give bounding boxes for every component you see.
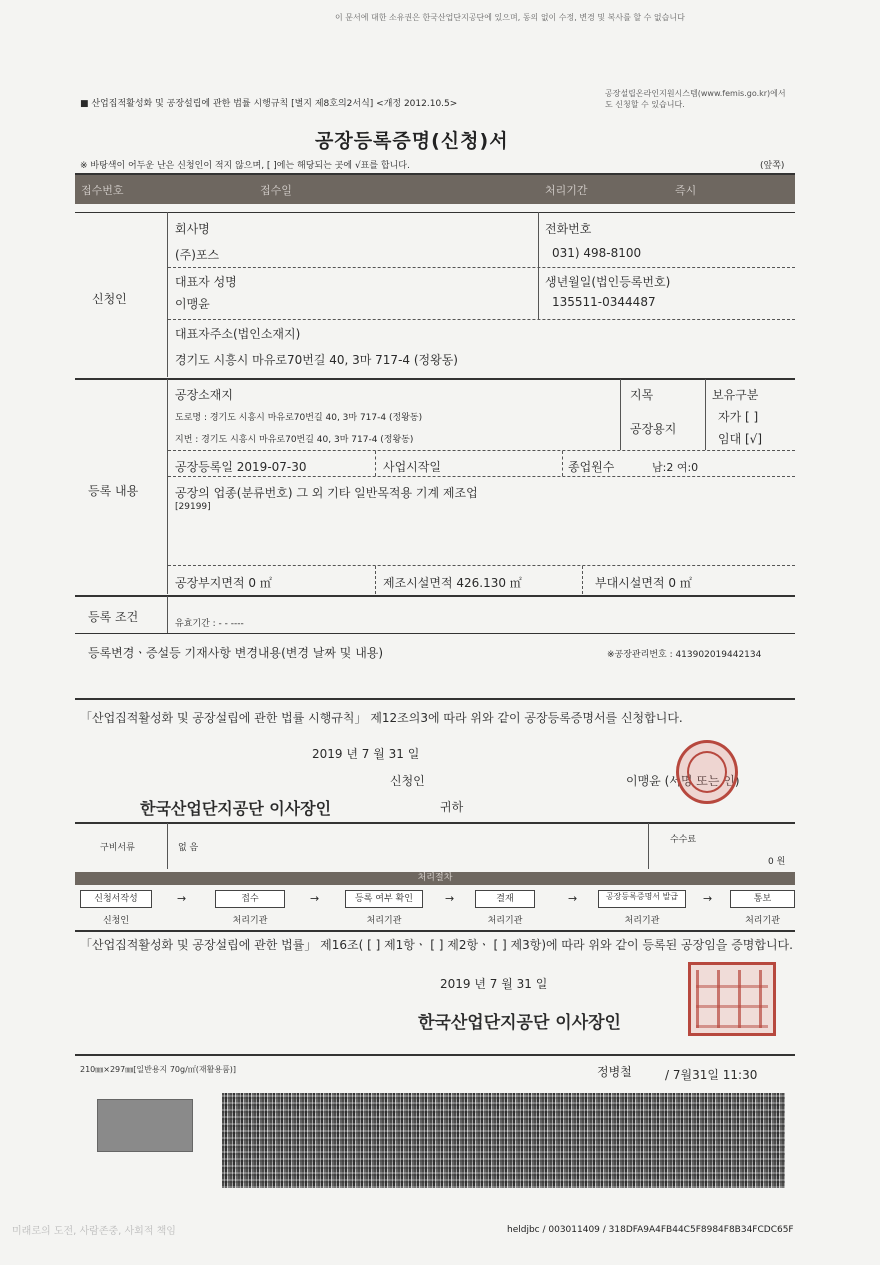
paper-spec: 210㎜×297㎜[일반용지 70g/㎡(재활용품)]	[80, 1065, 237, 1074]
registration-top-line	[75, 378, 795, 380]
step-box-3: 등록 여부 확인	[345, 890, 423, 908]
birth-label: 생년월일(법인등록번호)	[545, 275, 671, 289]
ownership-lease-option: 임대 [√]	[718, 432, 763, 446]
step-box-6: 통보	[730, 890, 795, 908]
receipt-date-label: 접수일	[260, 184, 292, 197]
company-name-value: (주)포스	[175, 248, 220, 262]
validity-period: 유효기간 : - - ----	[175, 619, 244, 629]
certification-top-line	[75, 930, 795, 932]
applicant-row-line-2	[168, 319, 795, 320]
processing-period-label: 처리기간	[545, 184, 588, 197]
top-notice: 이 문서에 대한 소유권은 한국산업단지공단에 있으며, 동의 없이 수정, 변경 및 복사를 할 수 없습니다	[335, 13, 685, 22]
manufacturing-area: 제조시설면적 426.130 ㎡	[383, 576, 522, 590]
applicant-signature: 이맹윤 (서명 또는 인)	[626, 774, 740, 788]
representative-label: 대표자 성명	[175, 275, 237, 289]
step-arrow-4: →	[568, 892, 578, 905]
phone-label: 전화번호	[545, 222, 592, 236]
page-side: (앞쪽)	[760, 161, 785, 171]
site-area-divider	[375, 566, 376, 594]
jimok-divider	[620, 379, 621, 450]
certification-text: 「산업집적활성화 및 공장설립에 관한 법률」 제16조( [ ] 제1항ㆍ [ ] 제2항ㆍ [ ] 제3항)에 따라 위와 같이 등록된 공장임을 증명합니다.	[80, 938, 793, 952]
top-border	[75, 173, 795, 175]
applicant-mid-divider	[538, 212, 539, 319]
step-box-5: 공장등록증명서 발급	[598, 890, 686, 908]
business-start-divider	[562, 451, 563, 476]
addressee-suffix: 귀하	[440, 800, 464, 814]
registration-row-line-3	[168, 565, 795, 566]
declaration-text: 「산업집적활성화 및 공장설립에 관한 법률 시행규칙」 제12조의3에 따라 위와 같이 공장등록증명서를 신청합니다.	[80, 711, 683, 725]
birth-value: 135511-0344487	[552, 295, 656, 309]
change-history-label: 등록변경ㆍ증설등 기재사항 변경내용(변경 날짜 및 내용)	[88, 646, 384, 660]
receipt-header-bar	[75, 174, 795, 204]
fee-label: 수수료	[670, 835, 697, 845]
instruction-note: ※ 바탕색이 어두운 난은 신청인이 적지 않으며, [ ]에는 해당되는 곳에 √표를 합니다.	[80, 161, 410, 171]
document-title: 공장등록증명(신청)서	[315, 130, 509, 152]
receipt-number-label: 접수번호	[81, 184, 124, 197]
fee-divider	[648, 823, 649, 869]
registration-row-line-1	[168, 450, 795, 451]
ownership-label: 보유구분	[712, 388, 759, 402]
footer-document-id: heldjbc / 003011409 / 318DFA9A4FB44C5F8984F8B34FCDC65F	[507, 1225, 794, 1235]
law-reference: ■ 산업집적활성화 및 공장설립에 관한 법률 시행규칙 [별지 제8호의2서식] <개정 2012.10.5>	[80, 99, 458, 109]
processing-period-value: 즉시	[675, 184, 697, 197]
step-actor-1: 신청인	[102, 916, 130, 926]
issuing-staff: 정병철	[597, 1065, 632, 1079]
official-seal-stamp	[688, 962, 776, 1036]
step-actor-6: 처리기관	[745, 916, 780, 926]
ownership-divider	[705, 379, 706, 450]
issuer-name: 한국산업단지공단 이사장인	[418, 1013, 621, 1033]
conditions-bottom-line	[75, 633, 795, 634]
industry-code: [29199]	[175, 502, 211, 512]
applicant-section-label: 신청인	[92, 292, 127, 306]
redacted-box	[97, 1099, 193, 1152]
registration-row-line-2	[168, 476, 795, 477]
step-box-1: 신청서작성	[80, 890, 152, 908]
applicant-top-line	[75, 212, 795, 213]
applicant-seal-stamp	[676, 740, 738, 804]
applicant-divider	[167, 212, 168, 377]
attachments-divider	[167, 823, 168, 869]
step-box-2: 접수	[215, 890, 285, 908]
step-arrow-1: →	[177, 892, 187, 905]
auxiliary-area: 부대시설면적 0 ㎡	[595, 576, 692, 590]
road-address: 도로명 : 경기도 시흥시 마유로70번길 40, 3마 717-4 (정왕동)	[175, 413, 423, 423]
fee-value: 0 원	[768, 857, 786, 867]
attachments-value: 없 음	[178, 843, 199, 853]
footer-slogan: 미래로의 도전, 사람존중, 사회적 책임	[12, 1226, 176, 1237]
attachments-label: 구비서류	[100, 843, 135, 853]
employees-label: 종업원수	[568, 460, 615, 474]
form-bottom-line	[75, 1054, 795, 1056]
applicant-row-line-1	[168, 267, 795, 268]
step-arrow-3: →	[445, 892, 455, 905]
registration-divider	[167, 379, 168, 594]
site-area: 공장부지면적 0 ㎡	[175, 576, 272, 590]
phone-value: 031) 498-8100	[552, 246, 642, 260]
representative-value: 이맹윤	[175, 297, 210, 311]
factory-address-label: 공장소재지	[175, 388, 233, 402]
online-note: 공장설립온라인지원시스템(www.femis.go.kr)에서도 신청할 수 있습니다.	[605, 89, 786, 109]
address-label: 대표자주소(법인소재지)	[175, 327, 301, 341]
attachments-top-line	[75, 822, 795, 824]
declaration-top-line	[75, 698, 795, 700]
step-box-4: 결재	[475, 890, 535, 908]
step-arrow-2: →	[310, 892, 320, 905]
application-date: 2019 년 7 월 31 일	[312, 747, 420, 761]
lot-address: 지번 : 경기도 시흥시 마유로70번길 40, 3마 717-4 (정왕동)	[175, 435, 414, 445]
conditions-divider	[167, 596, 168, 633]
procedure-bar: 처리절차	[75, 872, 795, 885]
industry-type: 공장의 업종(분류번호) 그 외 기타 일반목적용 기계 제조업	[175, 486, 478, 500]
conditions-section-label: 등록 조건	[88, 610, 139, 624]
business-start-label: 사업시작일	[383, 460, 441, 474]
step-actor-4: 처리기관	[487, 916, 523, 926]
step-arrow-5: →	[703, 892, 713, 905]
registration-date: 공장등록일 2019-07-30	[175, 460, 307, 474]
certification-date: 2019 년 7 월 31 일	[440, 977, 548, 991]
step-actor-5: 처리기관	[624, 916, 660, 926]
conditions-top-line	[75, 595, 795, 597]
address-value: 경기도 시흥시 마유로70번길 40, 3마 717-4 (정왕동)	[175, 353, 458, 367]
document-barcode	[222, 1093, 785, 1188]
issue-time: / 7월31일 11:30	[665, 1068, 758, 1082]
addressee: 한국산업단지공단 이사장인	[140, 799, 332, 818]
registration-section-label: 등록 내용	[88, 484, 139, 498]
jimok-value: 공장용지	[630, 422, 677, 436]
employees-value: 남:2 여:0	[652, 461, 699, 474]
reg-date-divider	[375, 451, 376, 476]
applicant-signature-label: 신청인	[390, 774, 425, 788]
step-actor-3: 처리기관	[366, 916, 402, 926]
manufacturing-area-divider	[582, 566, 583, 594]
factory-management-number: ※공장관리번호 : 413902019442134	[607, 650, 762, 660]
step-actor-2: 처리기관	[232, 916, 268, 926]
company-name-label: 회사명	[175, 222, 210, 236]
jimok-label: 지목	[630, 388, 654, 402]
ownership-own-option: 자가 [ ]	[718, 410, 759, 424]
